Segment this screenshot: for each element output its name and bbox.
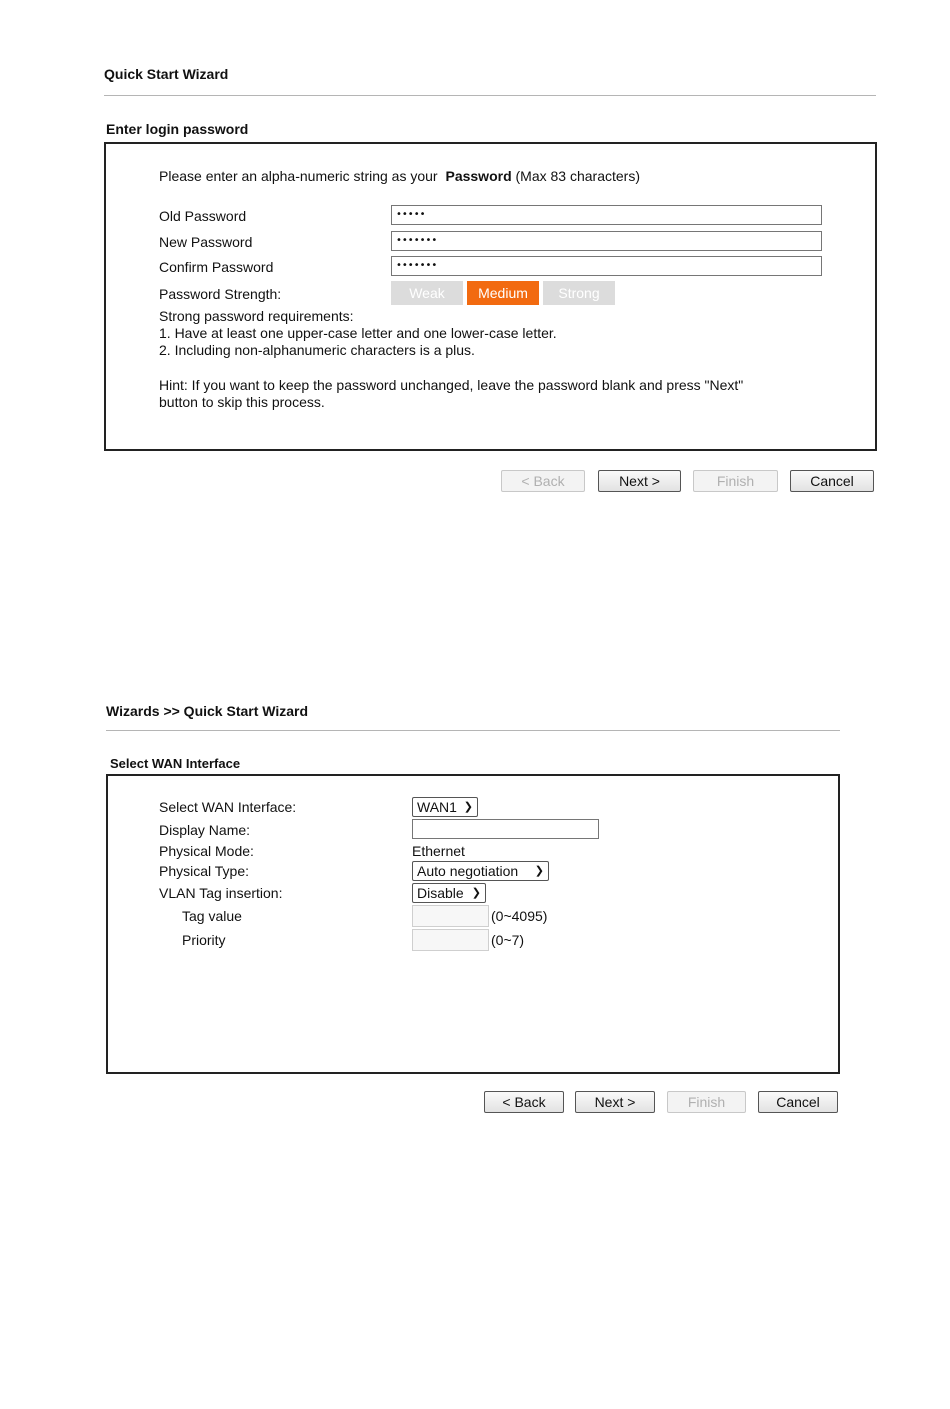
- hint-text: button to skip this process.: [159, 394, 325, 410]
- strength-weak: Weak: [391, 281, 463, 305]
- section-title: Select WAN Interface: [110, 756, 241, 771]
- strength-label: Password Strength:: [159, 286, 282, 302]
- finish-button[interactable]: Finish: [693, 470, 778, 492]
- physical-type-select[interactable]: [412, 861, 549, 881]
- physical-type-label: Physical Type:: [159, 863, 250, 879]
- requirements-heading: Strong password requirements:: [159, 308, 354, 324]
- requirement-item: 1. Have at least one upper-case letter and one lower-case letter.: [159, 325, 557, 341]
- old-password-label: Old Password: [159, 208, 247, 224]
- cancel-button[interactable]: Cancel: [758, 1091, 838, 1113]
- chevron-down-icon: ❯: [463, 801, 473, 813]
- priority-label: Priority: [182, 932, 226, 948]
- requirement-item: 2. Including non-alphanumeric characters is a plus.: [159, 342, 475, 358]
- physical-type-value: Auto negotiation: [417, 863, 519, 879]
- chevron-down-icon: ❯: [471, 887, 481, 899]
- physical-mode-value: Ethernet: [412, 843, 465, 859]
- strength-medium: Medium: [467, 281, 539, 305]
- vlan-tag-value: Disable: [417, 885, 464, 901]
- next-button[interactable]: Next >: [575, 1091, 655, 1113]
- tag-value-label: Tag value: [182, 908, 242, 924]
- confirm-password-field[interactable]: •••••••: [391, 256, 822, 276]
- intro-bold: Password: [445, 168, 512, 184]
- vlan-tag-select[interactable]: [412, 883, 486, 903]
- display-name-label: Display Name:: [159, 822, 251, 838]
- priority-range: (0~7): [491, 932, 525, 948]
- back-button[interactable]: < Back: [484, 1091, 564, 1113]
- tag-range: (0~4095): [491, 908, 548, 924]
- back-button[interactable]: < Back: [501, 470, 585, 492]
- page-title: Wizards >> Quick Start Wizard: [106, 703, 309, 719]
- divider: [106, 730, 840, 731]
- display-name-field[interactable]: [412, 819, 599, 839]
- wan-interface-label: Select WAN Interface:: [159, 799, 297, 815]
- password-panel: [104, 142, 877, 451]
- intro-prefix: Please enter an alpha-numeric string as your: [159, 168, 438, 184]
- cancel-button[interactable]: Cancel: [790, 470, 874, 492]
- strength-meter: [391, 281, 615, 305]
- next-button[interactable]: Next >: [598, 470, 681, 492]
- wan-interface-select[interactable]: [412, 797, 478, 817]
- section-title: Enter login password: [106, 121, 249, 137]
- intro-text: [159, 168, 640, 184]
- priority-field[interactable]: [412, 929, 489, 951]
- chevron-down-icon: ❯: [534, 865, 544, 877]
- page-title: Quick Start Wizard: [104, 66, 229, 82]
- confirm-password-label: Confirm Password: [159, 259, 274, 275]
- wan-interface-value: WAN1: [417, 799, 457, 815]
- wan-panel: [106, 774, 840, 1074]
- vlan-tag-label: VLAN Tag insertion:: [159, 885, 283, 901]
- divider: [104, 95, 876, 96]
- new-password-label: New Password: [159, 234, 253, 250]
- strength-strong: Strong: [543, 281, 615, 305]
- intro-suffix: (Max 83 characters): [515, 168, 640, 184]
- hint-text: Hint: If you want to keep the password unchanged, leave the password blank and press "Next": [159, 377, 744, 393]
- new-password-field[interactable]: •••••••: [391, 231, 822, 251]
- physical-mode-label: Physical Mode:: [159, 843, 254, 859]
- old-password-field[interactable]: •••••: [391, 205, 822, 225]
- tag-value-field[interactable]: [412, 905, 489, 927]
- finish-button[interactable]: Finish: [667, 1091, 746, 1113]
